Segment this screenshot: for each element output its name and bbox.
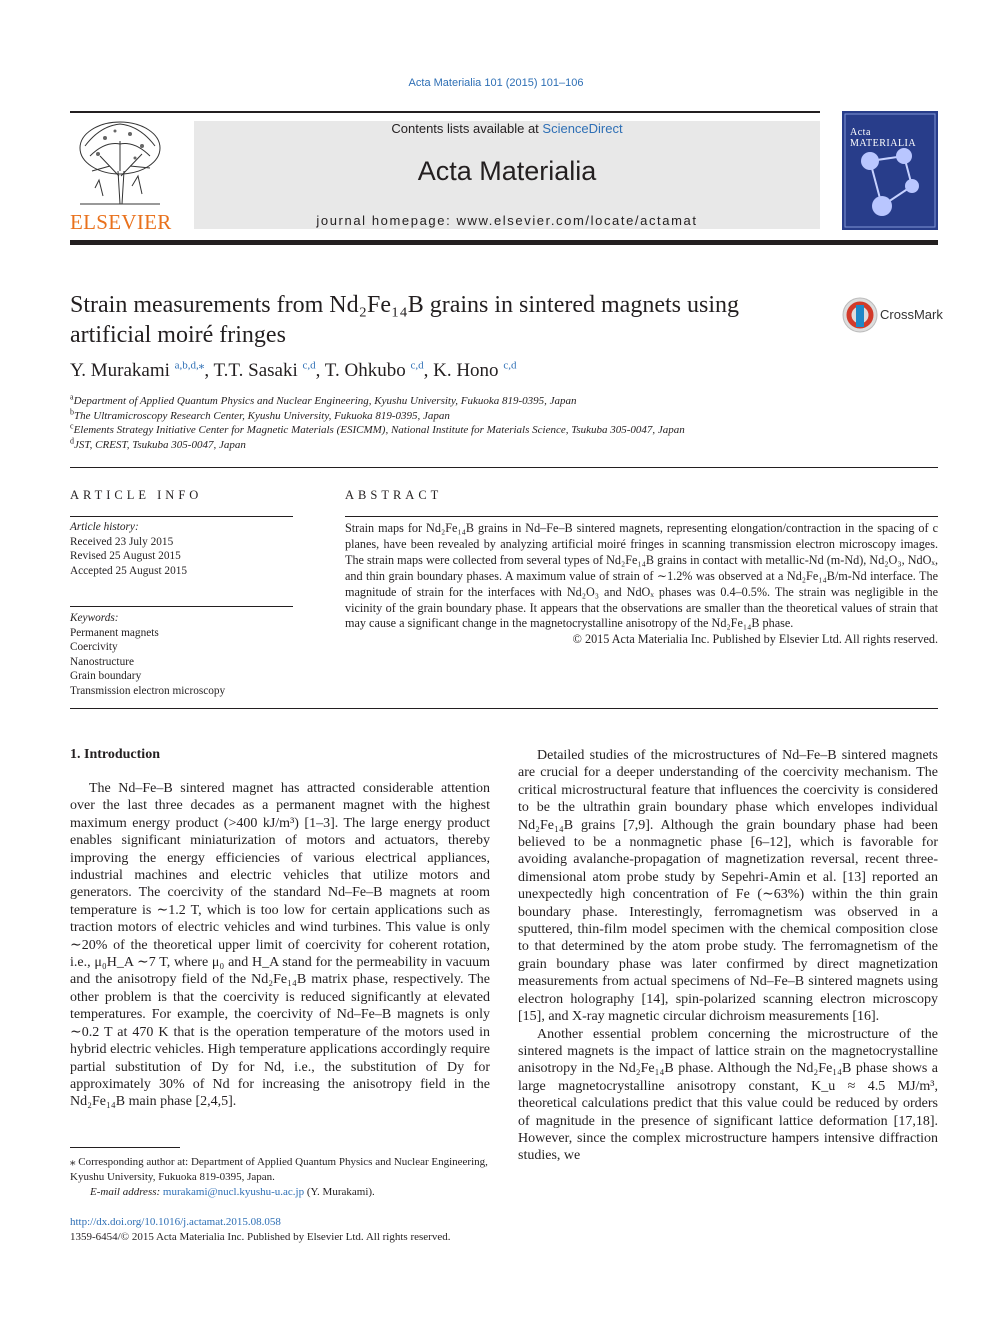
abstract-divider (70, 708, 938, 709)
journal-title: Acta Materialia (417, 156, 597, 186)
affiliation-item (70, 406, 685, 424)
elsevier-wordmark: ELSEVIER (70, 210, 172, 234)
header-bottom-rule (70, 240, 938, 245)
email-suffix: (Y. Murakami). (306, 1186, 375, 1198)
article-info-rule (70, 516, 293, 517)
abstract-text: Strain maps for Nd₂Fe₁₄B grains in Nd–Fe–B sintered magnets, representing elongation/contraction in the spacing of c planes, have been revealed by analyzing artificial moiré fringes in scanning transmission electron microscopy images. The strain maps were collected from several types of Nd₂Fe₁₄B grains in contact with metallic-Nd (m-Nd), Nd₂O₃, NdOₓ, and thin grain boundary phases. A maximum value of strain of ∼1.2% was observed at a Nd₂Fe₁₄B/m-Nd interface. The magnitude of strain for the interfaces with Nd₂O₃ and NdOₓ phases was 0.4–0.5%. The strain was negligible in the vicinity of the grain boundary phase. It appears that the observations are smaller than the theoretical values of strain that may cause a significant change in the magnetocrystalline anisotropy of the Nd₂Fe₁₄B phase. (345, 521, 938, 631)
keyword-item: Grain boundary (70, 670, 142, 682)
sciencedirect-link[interactable]: ScienceDirect (542, 121, 623, 136)
affiliation-mark: d (70, 435, 74, 445)
journal-cover-image[interactable] (842, 111, 938, 230)
affiliation-item (70, 435, 685, 453)
author-affiliation-marks[interactable]: a,b,d,⁎ (174, 359, 205, 372)
article-title-line-2: artificial moiré fringes (70, 322, 286, 348)
affiliation-mark: a (70, 392, 74, 402)
contents-prefix: Contents lists available at (391, 121, 543, 136)
crossmark-badge[interactable] (842, 297, 942, 333)
article-title (70, 290, 830, 350)
article-info-heading: ARTICLE INFO (70, 488, 203, 502)
corresponding-footnote (70, 1155, 490, 1200)
affiliations-divider (70, 467, 938, 468)
doi-link[interactable]: http://dx.doi.org/10.1016/j.actamat.2015.08.058 (70, 1216, 281, 1228)
author-name[interactable]: T. Ohkubo (324, 360, 406, 381)
email-line (70, 1185, 490, 1200)
keyword-item: Nanostructure (70, 655, 134, 668)
intro-paragraph (70, 780, 490, 1111)
affiliation-item (70, 394, 685, 409)
abstract-copyright: © 2015 Acta Materialia Inc. Published by Elsevier Ltd. All rights reserved. (572, 632, 938, 647)
received-date: Received 23 July 2015 (70, 535, 174, 548)
history-label: Article history: (70, 521, 139, 533)
affiliation-text: Department of Applied Quantum Physics and Nuclear Engineering, Kyushu University, Fukuoka 819-0395, Japan (73, 395, 577, 407)
journal-citation[interactable]: Acta Materialia 101 (2015) 101–106 (408, 77, 584, 89)
affiliation-item (70, 423, 685, 438)
author-affiliation-marks[interactable]: c,d (410, 359, 424, 372)
crossmark-label: CrossMark (880, 307, 943, 322)
keyword-item: Permanent magnets (70, 626, 159, 639)
author-affiliation-marks[interactable]: c,d (503, 359, 517, 372)
affiliation-text: JST, CREST, Tsukuba 305-0047, Japan (74, 438, 246, 451)
keywords-rule (70, 606, 293, 607)
keyword-item: Coercivity (70, 641, 118, 653)
article-history (70, 520, 187, 578)
header-top-rule (70, 111, 820, 113)
paragraph-text: Another essential problem concerning the microstructure of the sintered magnets is the impact of lattice strain on the magnetocrystalline anisotropy in the Nd₂Fe₁₄B phase. Although the Nd₂Fe₁₄B phase shows a large magnetocrystalline anisotropy constant, K_u ≈ 4.5 MJ/m³, theoretical calculations predict that this value could be reduced by orders of magnitude in the presence of significant lattice deformation [17,18]. However, since the complex microstructure hampers intensive diffraction studies, we (518, 1026, 938, 1164)
author-name[interactable]: Y. Murakami (70, 360, 170, 381)
paragraph-text: The Nd–Fe–B sintered magnet has attracted considerable attention over the last three decades as a permanent magnet with the highest maximum energy product (>400 kJ/m³) [1–3]. The large energy product enables significant miniaturization of motors and actuators, thereby improving the energy efficiencies of various electrical appliances, industrial machines and electric vehicles that utilize motors and generators. The coercivity of the standard Nd–Fe–B magnets at room temperature is ∼1.2 T, which is too low for certain applications such as traction motors of electric vehicles and wind turbines. This value is only ∼20% of the theoretical upper limit of coercivity for coherent rotation, i.e., μ₀H_A ∼7 T, where μ₀ and H_A stand for the permeability in vacuum and the anisotropy field of the Nd₂Fe₁₄B matrix phase, respectively. The other problem is that the coercivity is reduced significantly at elevated temperatures. For example, the coercivity of Nd–Fe–B magnets is only ∼0.2 T at 470 K that is the operation temperature of the motors used in hybrid electric vehicles. High temperature applications accordingly require partial substitution of Dy for Nd, i.e., the substitution of Dy for approximately 30% of Nd for increasing the anisotropy field in the Nd₂Fe₁₄B main phase [2,4,5]. (70, 781, 490, 1110)
author-name[interactable]: K. Hono (433, 360, 499, 381)
section-heading-introduction: 1. Introduction (70, 747, 160, 762)
abstract-rule (345, 516, 938, 517)
email-label: E-mail address: (90, 1186, 161, 1198)
affiliation-mark: b (70, 406, 74, 416)
abstract-heading: ABSTRACT (345, 488, 443, 502)
keywords-block (70, 611, 225, 698)
issn-copyright: 1359-6454/© 2015 Acta Materialia Inc. Published by Elsevier Ltd. All rights reserved. (70, 1231, 451, 1243)
affiliation-text: The Ultramicroscopy Research Center, Kyushu University, Fukuoka 819-0395, Japan (74, 409, 450, 422)
paragraph-text: Detailed studies of the microstructures of Nd–Fe–B sintered magnets are crucial for a deeper understanding of the coercivity mechanism. The critical microstructural feature that influences the coercivity is considered to be the ultrathin grain boundary phase which envelopes individual Nd₂Fe₁₄B grains [7,9]. Although the grain boundary phase had been believed to be a nonmagnetic phase [6–12], which is favorable for avoiding avalanche-propagation of magnetization reversal, recent three-dimensional atom probe study by Sepehri-Amin et al. [13] reported an unexpectedly high concentration of Fe (∼63%) within the thin grain boundary phase. Interestingly, ferromagnetism was observed in a sputtered, thin-film model specimen with the chemical composition close to that determined by the atom probe study. The ferromagnetism of the grain boundary phase was later confirmed by direct magnetization measurements from actual specimens of Nd–Fe–B sintered magnets using electron holography [14], spin-polarized scanning electron microscopy [15], and X-ray magnetic circular dichroism measurements [16]. (518, 748, 938, 1025)
left-column (70, 747, 490, 1111)
keyword-item: Transmission electron microscopy (70, 684, 226, 697)
footnote-rule (70, 1147, 180, 1148)
author-affiliation-marks[interactable]: c,d (302, 359, 316, 372)
accepted-date: Accepted 25 August 2015 (70, 564, 188, 577)
email-link[interactable]: murakami@nucl.kyushu-u.ac.jp (162, 1186, 305, 1198)
article-title-line-1: Strain measurements from Nd₂Fe₁₄B grains in sintered magnets using (70, 292, 739, 318)
corresponding-author-note: ⁎ Corresponding author at: Department of Applied Quantum Physics and Nuclear Engineering, Kyushu University, Fukuoka 819-0395, Japan. (70, 1156, 488, 1183)
author-name[interactable]: T.T. Sasaki (213, 360, 298, 381)
revised-date: Revised 25 August 2015 (70, 550, 181, 562)
affiliations (70, 394, 685, 452)
abstract-body (345, 521, 938, 648)
right-column (518, 747, 938, 1165)
crossmark-icon (842, 297, 878, 333)
doi-block (70, 1215, 450, 1245)
cover-title: Acta MATERIALIA (850, 127, 917, 149)
keywords-label: Keywords: (70, 612, 119, 624)
contents-line (194, 121, 820, 136)
journal-homepage[interactable]: journal homepage: www.elsevier.com/locate/actamat (316, 213, 698, 228)
affiliation-mark: c (70, 421, 74, 431)
affiliation-text: Elements Strategy Initiative Center for Magnetic Materials (ESICMM), National Institute for Materials Science, Tsukuba 305-0047, Japan (73, 424, 685, 436)
author-list: Y. Murakami $^{a,b,d,⁎}$, T.T. Sasaki $^{c,d}$, T. Ohkubo $^{c,d}$, K. Hono $^{c,d}$ (70, 359, 517, 381)
